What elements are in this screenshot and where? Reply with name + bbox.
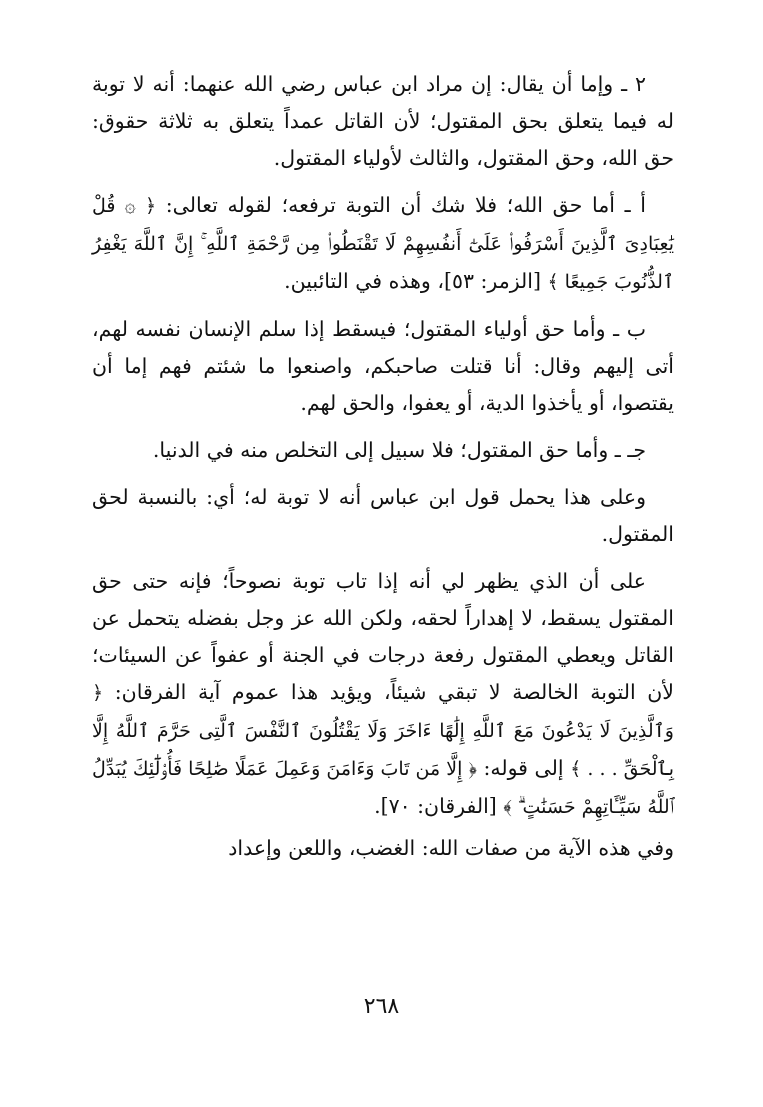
paragraph-right-of-allah: أ ـ أما حق الله؛ فلا شك أن التوبة ترفعه؛ لقوله تعالى: ﴿ ۞ قُلْ يَٰعِبَادِىَ ٱلَّذِينَ أَسْرَفُوا۟ عَلَىٰٓ أَنفُسِهِمْ لَا تَقْنَطُوا۟ مِن رَّحْمَةِ ٱللَّهِ ۚ إِنَّ ٱللَّهَ يَغْفِرُ ٱلذُّنُوبَ جَمِيعًا ﴾ [الزمر: ٥٣]، وهذه في التائبين. [92,193,674,293]
paragraph-ibn-abbas: وعلى هذا يحمل قول ابن عباس أنه لا توبة له؛ أي: بالنسبة لحق المقتول. [92,485,674,546]
page-number: ٢٦٨ [363,994,400,1019]
quran-verse-zumar: ﴿ ۞ قُلْ يَٰعِبَادِىَ ٱلَّذِينَ أَسْرَفُوا۟ عَلَىٰٓ أَنفُسِهِمْ لَا تَقْنَطُوا۟ مِن رَّحْمَةِ ٱللَّهِ ۚ إِنَّ ٱللَّهَ يَغْفِرُ ٱلذُّنُوبَ جَمِيعًا ﴾ [92,195,674,293]
furqan-link-text: إلى قوله: [483,756,564,780]
paragraph-attributes: وفي هذه الآية من صفات الله: الغضب، واللعن وإعداد [228,836,674,860]
verse-reference-furqan: [الفرقان: ٧٠]. [374,794,497,818]
quran-verse-furqan-1: ﴿ وَٱلَّذِينَ لَا يَدْعُونَ مَعَ ٱللَّهِ إِلَٰهًا ءَاخَرَ وَلَا يَقْتُلُونَ ٱلنَّفْسَ ٱلَّتِى حَرَّمَ ٱللَّهُ إِلَّا بِٱلْحَقِّ . . . ﴾ [92,682,675,780]
page-body [92,66,674,877]
paragraph-right-of-victim: جـ ـ وأما حق المقتول؛ فلا سبيل إلى التخلص منه في الدنيا. [152,438,646,462]
verse-reference-zumar: [الزمر: ٥٣]، وهذه في التائبين. [284,269,541,293]
quran-verse-furqan-2: ﴿ إِلَّا مَن تَابَ وَءَامَنَ وَعَمِلَ عَمَلًا صَٰلِحًا فَأُو۟لَٰٓئِكَ يُبَدِّلُ ٱللَّهُ سَيِّـَٔاتِهِمْ حَسَنَٰتٍ ۗ ﴾ [92,758,674,818]
paragraph-right-of-heirs: ب ـ وأما حق أولياء المقتول؛ فيسقط إذا سلم الإنسان نفسه لهم، أتى إليهم وقال: أنا قتلت صاحبكم، واصنعوا ما شئتم فهم إما أن يقتصوا، أو يأخذوا الدية، أو يعفوا، والحق لهم. [92,317,674,415]
paragraph-second-view: ٢ ـ وإما أن يقال: إن مراد ابن عباس رضي الله عنهما: أنه لا توبة له فيما يتعلق بحق المقتول؛ لأن القاتل عمداً يتعلق به ثلاثة حقوق: حق الله، وحق المقتول، والثالث لأولياء المقتول. [92,72,674,170]
paragraph-sincere-repentance: على أن الذي يظهر لي أنه إذا تاب توبة نصوحاً؛ فإنه حتى حق المقتول يسقط، لا إهداراً لحقه، ولكن الله عز وجل بفضله يتحمل عن القاتل ويعطي المقتول رفعة درجات في الجنة أو عفواً عن السيئات؛ لأن التوبة الخالصة لا تبقي شيئاً، ويؤيد هذا عموم آية الفرقان: ﴿ وَٱلَّذِينَ لَا يَدْعُونَ مَعَ ٱللَّهِ إِلَٰهًا ءَاخَرَ وَلَا يَقْتُلُونَ ٱلنَّفْسَ ٱلَّتِى حَرَّمَ ٱللَّهُ إِلَّا بِٱلْحَقِّ . . . ﴾ إلى قوله: ﴿ إِلَّا مَن تَابَ وَءَامَنَ وَعَمِلَ عَمَلًا صَٰلِحًا فَأُو۟لَٰٓئِكَ يُبَدِّلُ ٱللَّهُ سَيِّـَٔاتِهِمْ حَسَنَٰتٍ ۗ ﴾ [الفرقان: ٧٠]. [92,569,675,818]
